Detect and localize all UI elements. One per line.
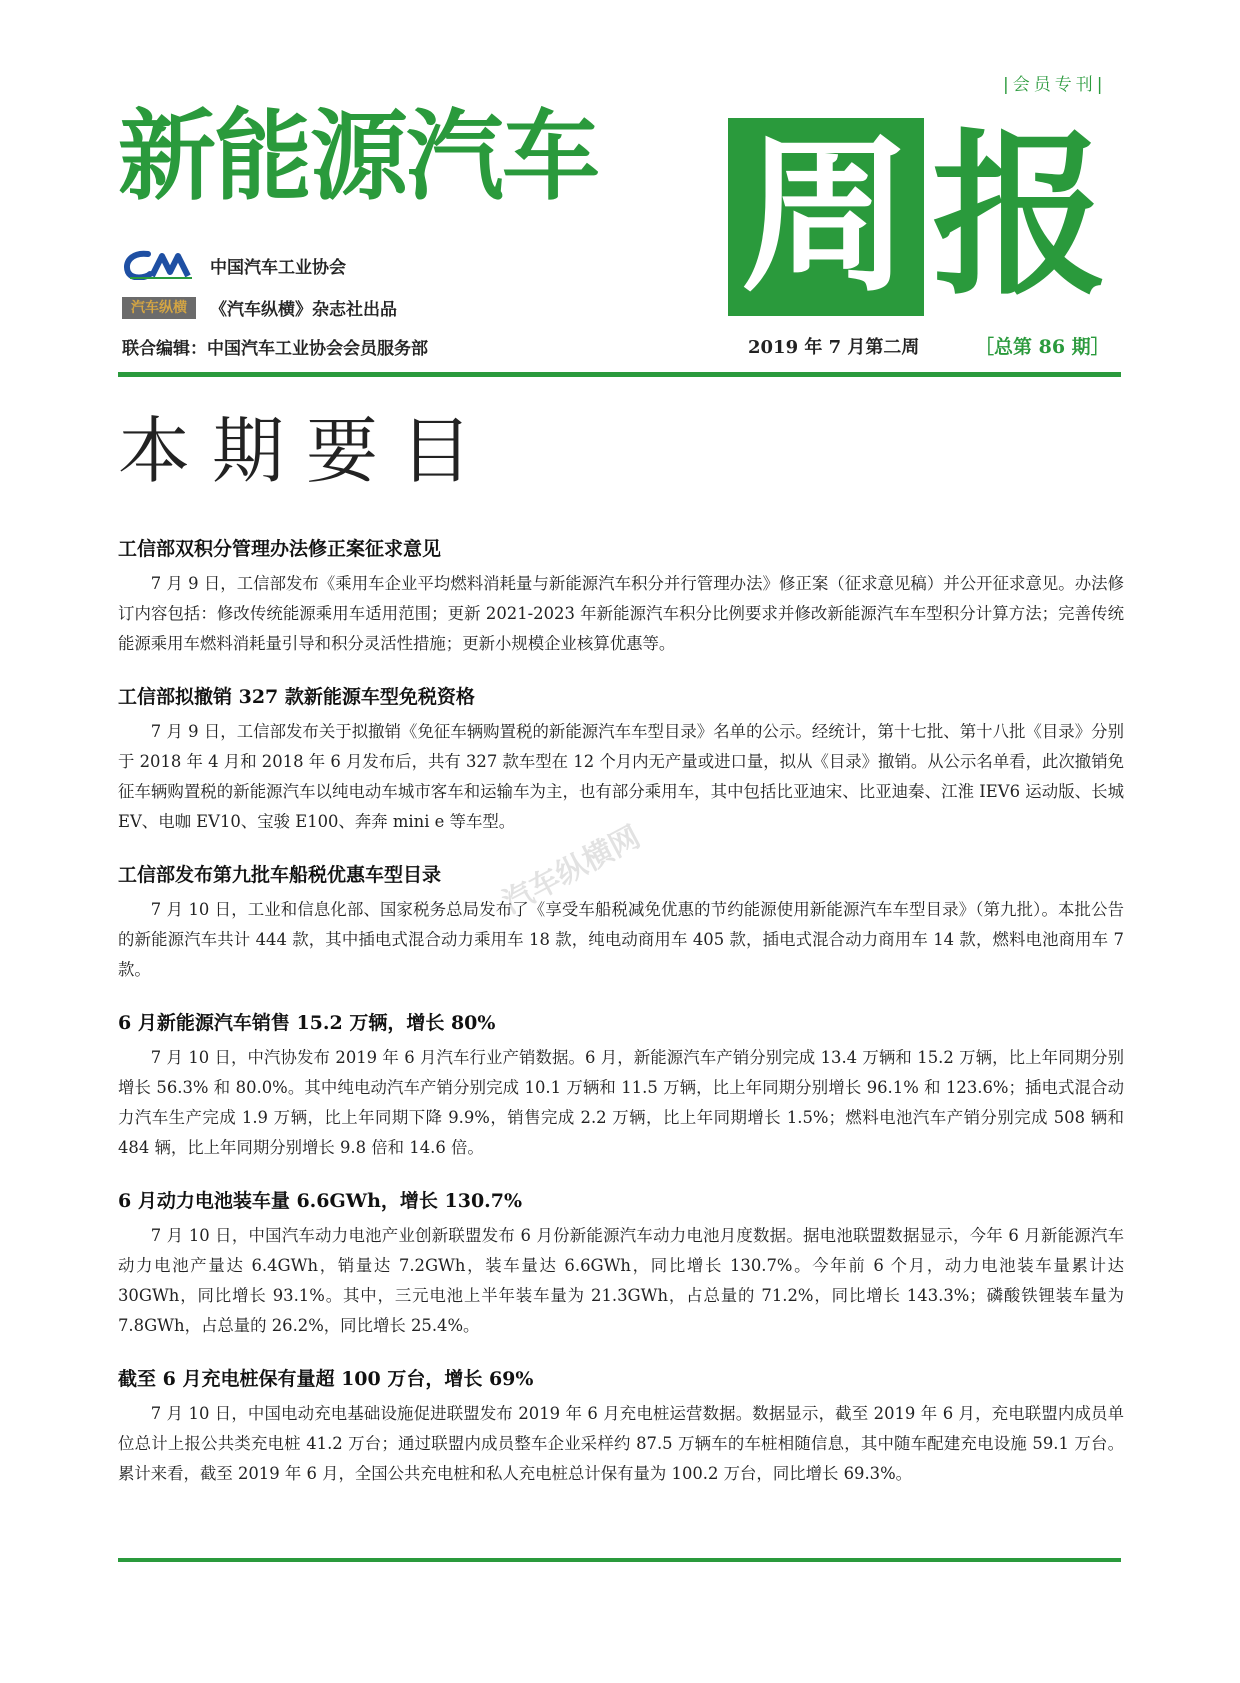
masthead-title: 新能源汽车 xyxy=(118,100,599,214)
article-title: 截至 6 月充电桩保有量超 100 万台，增长 69% xyxy=(118,1368,534,1390)
article-body: 7 月 10 日，中国汽车动力电池产业创新联盟发布 6 月份新能源汽车动力电池月度数据。据电池联盟数据显示，今年 6 月新能源汽车动力电池产量达 6.4GWh，销量达 7.2GWh，装车量达 6.6GWh，同比增长 130.7%。今年前 6 个月，动力电池装车量累计达 30GWh，同比增长 93.1%。其中，三元电池上半年装车量为 21.3GWh，占总量的 71.2%，同比增长 143.3%；磷酸铁锂装车量为 7.8GWh，占总量的 26.2%，同比增长 25.4%。 xyxy=(118,1226,1124,1335)
weekly-bao-char: 报 xyxy=(932,114,1109,319)
weekly-badge xyxy=(728,118,924,316)
org-caam: 中国汽车工业协会 xyxy=(210,257,346,278)
article-body: 7 月 10 日，工业和信息化部、国家税务总局发布了《享受车船税减免优惠的节约能源使用新能源汽车车型目录》（第九批）。本批公告的新能源汽车共计 444 款，其中插电式混合动力乘用车 18 款，纯电动商用车 405 款，插电式混合动力商用车 14 款，燃料电池商用车 7 款。 xyxy=(118,900,1124,979)
article-body: 7 月 9 日，工信部发布《乘用车企业平均燃料消耗量与新能源汽车积分并行管理办法》修正案（征求意见稿）并公开征求意见。办法修订内容包括：修改传统能源乘用车适用范围；更新 2021-2023 年新能源汽车积分比例要求并修改新能源汽车车型积分计算方法；完善传统能源乘用车燃料消耗量引导和积分灵活性措施；更新小规模企业核算优惠等。 xyxy=(118,574,1124,653)
article-5 xyxy=(118,1186,1124,1341)
joint-editor: 联合编辑：中国汽车工业协会会员服务部 xyxy=(122,339,428,359)
weekly-zhou-char: 周 xyxy=(740,118,911,316)
caam-row xyxy=(122,250,346,280)
auto-review-logo: 汽车纵横 xyxy=(122,297,196,319)
article-title: 工信部发布第九批车船税优惠车型目录 xyxy=(118,864,442,886)
member-edition-tag: |会员专刊| xyxy=(1003,75,1107,95)
article-title: 6 月新能源汽车销售 15.2 万辆，增长 80% xyxy=(118,1012,496,1034)
issue-date: 2019 年 7 月第二周 xyxy=(748,337,920,358)
article-title: 6 月动力电池装车量 6.6GWh，增长 130.7% xyxy=(118,1190,523,1212)
section-title: 本期要目 xyxy=(118,409,495,493)
article-list xyxy=(118,534,1124,1512)
article-6 xyxy=(118,1364,1124,1489)
org-auto-review: 《汽车纵横》杂志社出品 xyxy=(210,300,397,320)
article-1 xyxy=(118,534,1124,659)
article-body: 7 月 10 日，中汽协发布 2019 年 6 月汽车行业产销数据。6 月，新能源汽车产销分别完成 13.4 万辆和 15.2 万辆，比上年同期分别增长 56.3% 和 80.0%。其中纯电动汽车产销分别完成 10.1 万辆和 11.5 万辆，比上年同期分别增长 96.1% 和 123.6%；插电式混合动力汽车生产完成 1.9 万辆，比上年同期下降 9.9%，销售完成 2.2 万辆，比上年同期增长 1.5%；燃料电池汽车产销分别完成 508 辆和 484 辆，比上年同期分别增长 9.8 倍和 14.6 倍。 xyxy=(118,1048,1124,1157)
article-3 xyxy=(118,860,1124,985)
watermark: 汽车纵横网 xyxy=(497,819,647,921)
footer-divider xyxy=(118,1558,1121,1562)
article-body: 7 月 10 日，中国电动充电基础设施促进联盟发布 2019 年 6 月充电桩运营数据。数据显示，截至 2019 年 6 月，充电联盟内成员单位总计上报公共类充电桩 41.2 万台；通过联盟内成员整车企业采样约 87.5 万辆车的车桩相随信息，其中随车配建充电设施 59.1 万台。累计来看，截至 2019 年 6 月，全国公共充电桩和私人充电桩总计保有量为 100.2 万台，同比增长 69.3%。 xyxy=(118,1404,1124,1483)
article-body: 7 月 9 日，工信部发布关于拟撤销《免征车辆购置税的新能源汽车车型目录》名单的公示。经统计，第十七批、第十八批《目录》分别于 2018 年 4 月和 2018 年 6 月发布后，共有 327 款车型在 12 个月内无产量或进口量，拟从《目录》撤销。从公示名单看，此次撤销免征车辆购置税的新能源汽车以纯电动车城市客车和运输车为主，也有部分乘用车，其中包括比亚迪宋、比亚迪秦、江淮 IEV6 运动版、长城 EV、电咖 EV10、宝骏 E100、奔奔 mini e 等车型。 xyxy=(118,722,1124,831)
issue-number: ［总第 86 期］ xyxy=(975,336,1110,358)
article-4 xyxy=(118,1008,1124,1163)
article-title: 工信部双积分管理办法修正案征求意见 xyxy=(118,538,442,560)
header-divider xyxy=(118,372,1121,377)
article-title: 工信部拟撤销 327 款新能源车型免税资格 xyxy=(118,686,475,708)
caam-logo-icon xyxy=(122,250,196,280)
review-row xyxy=(122,295,397,320)
